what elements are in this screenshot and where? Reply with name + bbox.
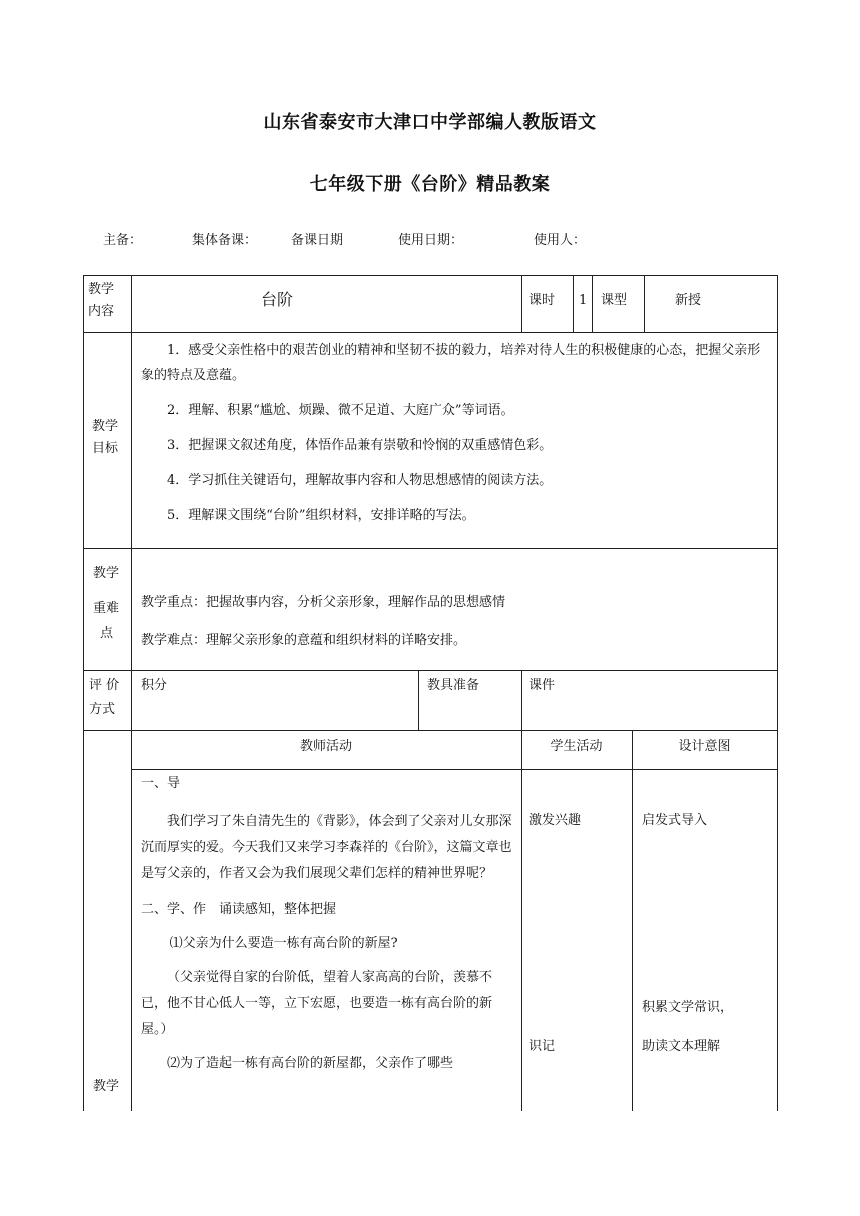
evaluation-label: 评 价方式 [89,678,120,717]
section2-heading: 二、学、作 诵读感知，整体把握 [141,902,337,917]
design-intent-1: 启发式导入 [642,813,708,828]
keypoints-label-2: 重难 [93,601,120,616]
teaching-focus: 教学重点：把握故事内容，分析父亲形象，理解作品的思想感情 [141,595,506,610]
answer-1: （父亲觉得自家的台阶低，望着人家高高的台阶，羡慕不已，他不甘心低人一等，立下宏愿，也要造一栋有高台阶的新屋。） [141,970,493,1037]
header-design-intent: 设计意图 [678,739,731,754]
section1-heading: 一、导 [141,776,181,791]
goal-item: 2．理解、积累“尴尬、烦躁、微不足道、大庭广众”等词语。 [167,403,514,418]
goals-label: 教学目标 [92,419,119,456]
goal-item: 4．学习抓住关键语句，理解故事内容和人物思想感情的阅读方法。 [167,473,553,488]
process-side-label: 教学 [93,1079,120,1094]
goal-item: 5．理解课文围绕“台阶”组织材料，安排详略的写法。 [167,508,475,523]
keshi-label: 课时 [529,293,556,308]
header-teacher-activity: 教师活动 [299,739,352,754]
tools-label: 教具准备 [427,678,480,693]
keshi-value: 1 [579,293,588,308]
document-title-line1: 山东省泰安市大津口中学部编人教版语文 [263,112,597,133]
meta-user: 使用人： [534,233,587,248]
goals-list [141,338,773,528]
meta-jiti: 集体备课： [192,233,258,248]
goal-item: 1．感受父亲性格中的艰苦创业的精神和坚韧不拔的毅力，培养对待人生的积极健康的心态，把握父亲形象的特点及意蕴。 [141,343,761,383]
tools-value: 课件 [529,678,556,693]
meta-use-date: 使用日期： [398,233,464,248]
kexing-label: 课型 [601,293,628,308]
question-1: ⑴父亲为什么要造一栋有高台阶的新屋? [169,936,398,951]
design-intent-2: 积累文学常识， [642,1000,734,1015]
kexing-value: 新授 [675,293,702,308]
teacher-activity [141,771,515,1077]
meta-zhubei: 主备： [103,233,143,248]
document-title-line2: 七年级下册《台阶》精品教案 [309,174,551,195]
meta-beike-date: 备课日期 [291,233,344,248]
evaluation-value: 积分 [141,678,168,693]
keypoints-label-1: 教学 [93,566,120,581]
row-content-label: 教学内容 [88,282,115,319]
keypoints-label-3: 点 [100,626,114,641]
lesson-title: 台阶 [261,290,294,309]
goal-item: 3．把握课文叙述角度，体悟作品兼有崇敬和怜悯的双重感情色彩。 [167,438,553,453]
student-activity-2: 识记 [529,1039,556,1054]
teaching-difficulty: 教学难点：理解父亲形象的意蕴和组织材料的详略安排。 [141,633,467,648]
design-intent-3: 助读文本理解 [642,1039,721,1054]
meta-row [0,229,860,249]
section1-text: 我们学习了朱自清先生的《背影》，体会到了父亲对儿女那深沉而厚实的爱。今天我们又来学习李森祥的《台阶》，这篇文章也是写父亲的，作者又会为我们展现父辈们怎样的精神世界呢？ [141,814,512,881]
header-student-activity: 学生活动 [550,739,603,754]
question-2: ⑵为了造起一栋有高台阶的新屋都，父亲作了哪些 [167,1056,454,1071]
student-activity-1: 激发兴趣 [529,813,582,828]
